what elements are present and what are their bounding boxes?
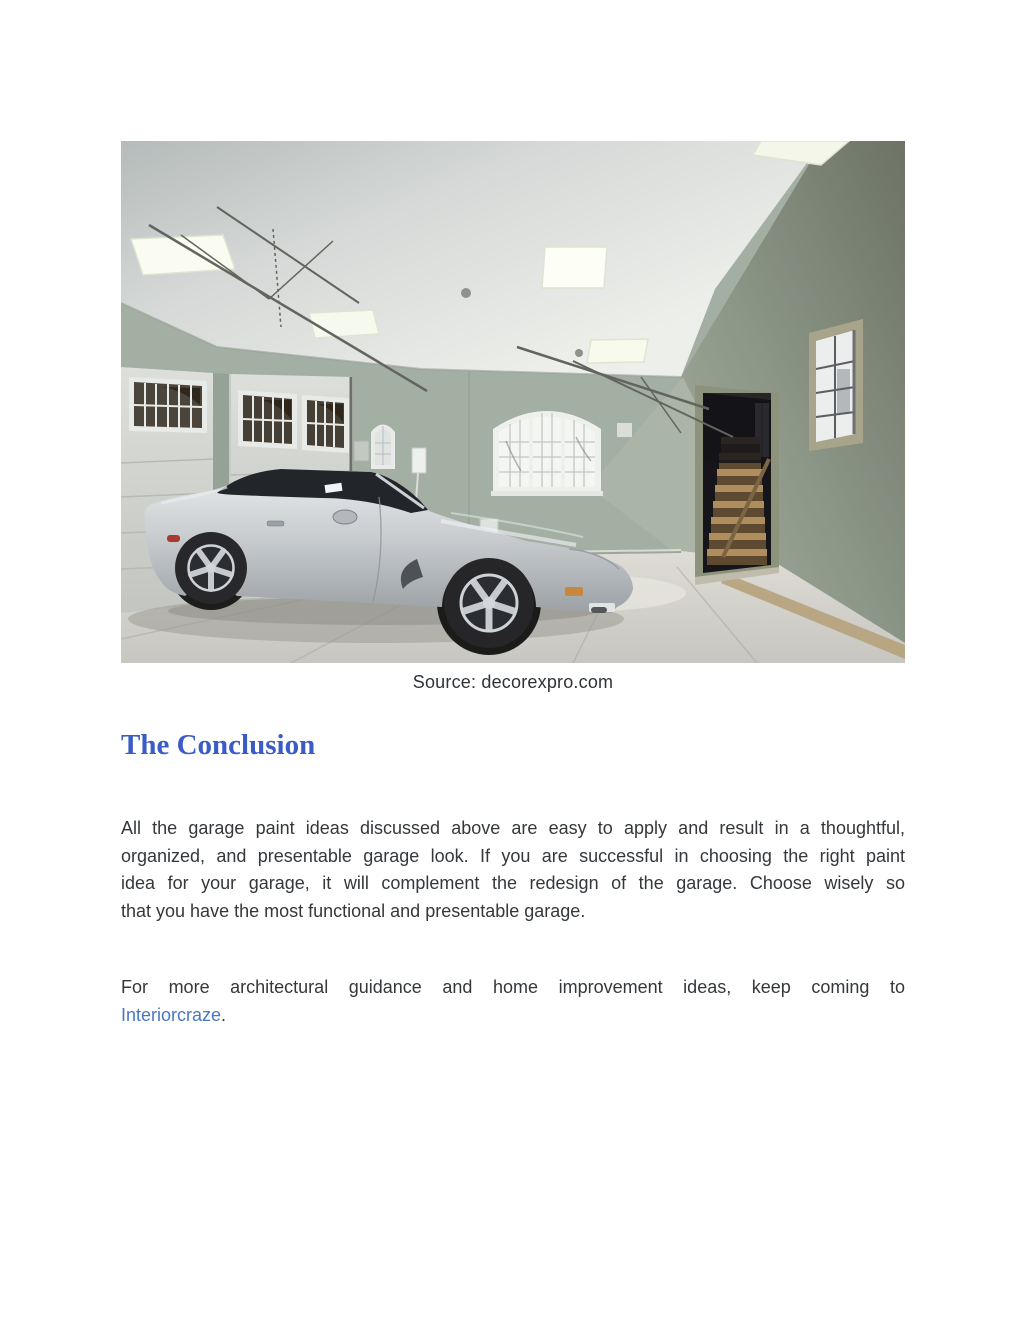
side-arched-window [371,425,395,470]
paragraph-line [121,1002,905,1030]
section-heading: The Conclusion [121,729,316,761]
paragraph-line: organized, and presentable garage look. If you are successful in choosing the right paint [121,845,905,866]
paragraph-line: that you have the most functional and presentable garage. [121,900,586,921]
garage-photo [121,141,905,663]
garage-photo-figure [121,141,905,694]
cta-period: . [221,1004,227,1025]
photo-caption: Source: decorexpro.com [412,672,614,692]
interiorcraze-link[interactable]: Interiorcraze [121,1004,222,1025]
garage-photo-illustration [121,141,905,663]
paragraph-line: For more architectural guidance and home improvement ideas, keep coming to [121,977,905,997]
car-front-wheel [444,558,534,648]
paragraph-cta [121,974,905,1029]
document-content [121,141,905,1029]
paragraph-line: All the garage paint ideas discussed above are easy to apply and result in a thoughtful, [121,818,905,838]
paragraph-conclusion [121,815,905,925]
back-arched-window [491,411,603,496]
right-wall-window [809,319,863,451]
stair-doorway [695,385,779,585]
paragraph-line: idea for your garage, it will complement the redesign of the garage. Choose wisely so [121,873,905,893]
car-rear-wheel [175,532,247,604]
